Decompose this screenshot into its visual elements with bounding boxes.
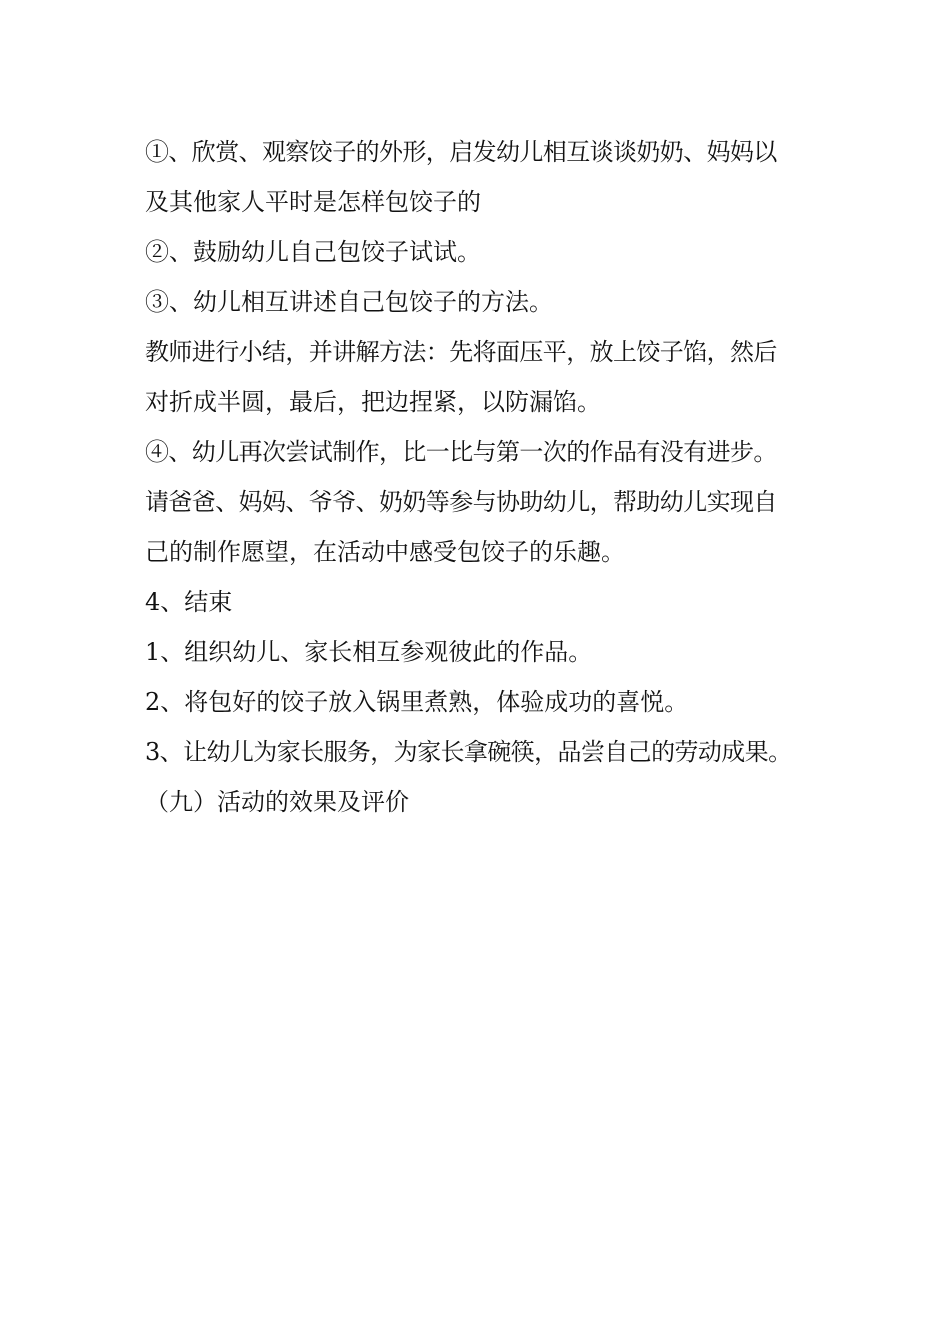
text-line: 3、让幼儿为家长服务，为家长拿碗筷，品尝自己的劳动成果。 xyxy=(145,738,792,766)
text-line: ③、幼儿相互讲述自己包饺子的方法。 xyxy=(145,288,553,316)
text-line: 2、将包好的饺子放入锅里煮熟，体验成功的喜悦。 xyxy=(145,688,689,716)
text-line: ②、鼓励幼儿自己包饺子试试。 xyxy=(145,238,481,266)
text-line: 己的制作愿望，在活动中感受包饺子的乐趣。 xyxy=(145,538,625,566)
document-body xyxy=(145,127,820,827)
text-line: 1、组织幼儿、家长相互参观彼此的作品。 xyxy=(145,638,593,666)
text-line: ①、欣赏、观察饺子的外形，启发幼儿相互谈谈奶奶、妈妈以 xyxy=(145,138,777,166)
section-heading: （九）活动的效果及评价 xyxy=(145,788,409,816)
section-heading: 4、结束 xyxy=(145,588,233,616)
text-line: 请爸爸、妈妈、爷爷、奶奶等参与协助幼儿，帮助幼儿实现自 xyxy=(145,488,777,516)
text-line: 及其他家人平时是怎样包饺子的 xyxy=(145,188,481,216)
text-line: 对折成半圆，最后，把边捏紧，以防漏馅。 xyxy=(145,388,601,416)
text-line: 教师进行小结，并讲解方法：先将面压平，放上饺子馅，然后 xyxy=(145,338,777,366)
text-line: ④、幼儿再次尝试制作，比一比与第一次的作品有没有进步。 xyxy=(145,438,777,466)
